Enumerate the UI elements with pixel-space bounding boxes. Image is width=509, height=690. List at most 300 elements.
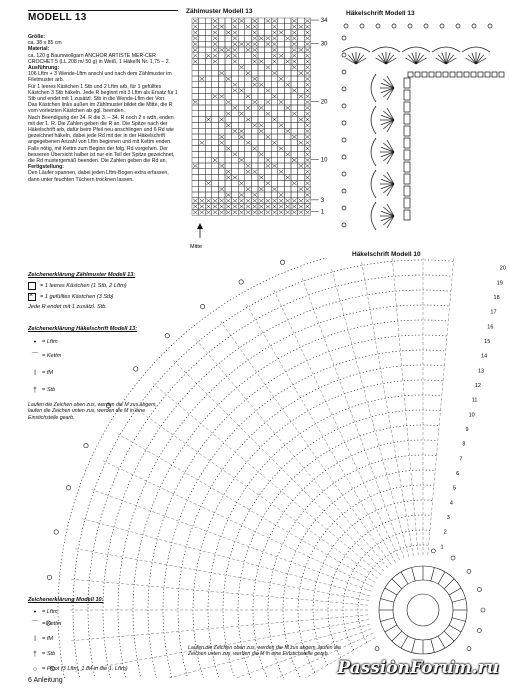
grid-cell bbox=[265, 93, 272, 99]
grid-cell bbox=[212, 105, 219, 111]
legend-hs-note: Laufen die Zeichen oben zus, werden die M zus abgem, laufen die Zeichen unten zus, werden die M in eine Einstichstelle gearb. bbox=[28, 402, 157, 421]
border-stitch bbox=[404, 138, 410, 148]
grid-cell bbox=[265, 140, 272, 146]
filled-mark bbox=[305, 129, 310, 133]
filled-mark bbox=[259, 83, 264, 87]
grid-cell bbox=[212, 111, 219, 117]
filled-mark bbox=[219, 187, 224, 191]
grid-cell bbox=[225, 82, 232, 88]
instruction-paragraph: ca. 120 g Baumwollgarn ANCHOR ARTISTE MER-CER CROCHET 5 (LL 208 m/ 50 g) in Weiß, 1 HäkelN Nr. 1,75 – 2. bbox=[28, 52, 171, 65]
grid-cell bbox=[278, 163, 285, 169]
filled-mark bbox=[305, 60, 310, 64]
picot bbox=[424, 24, 428, 28]
grid-cell bbox=[212, 128, 219, 134]
grid-cell bbox=[225, 64, 232, 70]
grid-cell bbox=[225, 88, 232, 94]
filled-mark bbox=[252, 48, 257, 52]
fan-stitch bbox=[383, 216, 394, 225]
picot bbox=[467, 569, 471, 573]
filled-mark bbox=[233, 31, 238, 35]
round-label: 4 bbox=[449, 500, 453, 507]
filled-mark bbox=[200, 210, 205, 214]
filled-mark bbox=[219, 141, 224, 145]
filled-mark bbox=[266, 112, 271, 116]
filled-mark bbox=[305, 71, 310, 75]
filled-mark bbox=[305, 210, 310, 214]
filled-mark bbox=[266, 210, 271, 214]
grid-cell bbox=[199, 59, 206, 65]
fan-stitch bbox=[446, 55, 454, 64]
grid-cell bbox=[205, 128, 212, 134]
grid-cell bbox=[278, 186, 285, 192]
grid-cell bbox=[251, 151, 258, 157]
instruction-paragraph: Größe: bbox=[28, 34, 46, 40]
fan-stitch bbox=[383, 184, 394, 193]
radial-stitch bbox=[195, 338, 388, 568]
grid-cell bbox=[278, 111, 285, 117]
grid-cell bbox=[278, 128, 285, 134]
filled-mark bbox=[285, 205, 290, 209]
grid-cell bbox=[199, 151, 206, 157]
round-arc bbox=[103, 290, 451, 678]
grid-cell bbox=[258, 111, 265, 117]
grid-cell bbox=[265, 122, 272, 128]
radial-stitch bbox=[116, 433, 376, 583]
filled-mark bbox=[206, 118, 211, 122]
filled-mark bbox=[252, 25, 257, 29]
filled-mark bbox=[233, 54, 238, 58]
grid-cell bbox=[192, 175, 199, 181]
grid-cell bbox=[271, 151, 278, 157]
grid-cell bbox=[278, 93, 285, 99]
grid-cell bbox=[251, 105, 258, 111]
filled-mark bbox=[219, 135, 224, 139]
picot bbox=[50, 666, 54, 670]
grid-cell bbox=[284, 111, 291, 117]
grid-cell bbox=[291, 169, 298, 175]
grid-cell bbox=[192, 146, 199, 152]
filled-mark bbox=[305, 100, 310, 104]
grid-cell bbox=[298, 151, 305, 157]
filled-mark bbox=[246, 187, 251, 191]
grid-cell bbox=[278, 105, 285, 111]
instruction-paragraph: Fertigstellung: bbox=[28, 164, 65, 171]
grid-cell bbox=[278, 41, 285, 47]
grid-cell bbox=[245, 134, 252, 140]
filled-mark bbox=[272, 187, 277, 191]
filled-mark bbox=[305, 25, 310, 29]
grid-cell bbox=[298, 76, 305, 82]
filled-mark bbox=[226, 147, 231, 151]
grid-cell bbox=[284, 180, 291, 186]
grid-cell bbox=[238, 30, 245, 36]
filled-mark bbox=[305, 141, 310, 145]
grid-cell bbox=[199, 163, 206, 169]
grid-cell bbox=[291, 70, 298, 76]
grid-cell bbox=[212, 70, 219, 76]
grid-cell bbox=[284, 163, 291, 169]
round-label: 12 bbox=[474, 383, 481, 390]
grid-cell bbox=[199, 82, 206, 88]
grid-cell bbox=[225, 70, 232, 76]
grid-cell bbox=[232, 146, 239, 152]
filled-mark bbox=[272, 94, 277, 98]
grid-cell bbox=[212, 76, 219, 82]
grid-cell bbox=[238, 99, 245, 105]
filled-mark bbox=[292, 65, 297, 69]
radial-stitch bbox=[392, 258, 418, 555]
filled-mark bbox=[213, 42, 218, 46]
grid-cell bbox=[218, 122, 225, 128]
picot bbox=[342, 121, 346, 125]
grid-cell bbox=[298, 30, 305, 36]
grid-cell bbox=[225, 140, 232, 146]
grid-cell bbox=[218, 192, 225, 198]
fan-stitch bbox=[356, 55, 364, 64]
filled-mark bbox=[266, 42, 271, 46]
grid-cell bbox=[232, 111, 239, 117]
stitch bbox=[385, 625, 397, 632]
grid-cell bbox=[271, 64, 278, 70]
chain-arc bbox=[402, 47, 430, 52]
grid-cell bbox=[212, 88, 219, 94]
grid-cell bbox=[218, 128, 225, 134]
round-arc bbox=[163, 350, 446, 678]
grid-cell bbox=[218, 146, 225, 152]
filled-mark bbox=[259, 205, 264, 209]
instruction-paragraph: Nach Beendigung der 34. R die 3. – 34. R noch 2 x wdh, enden mit der 1. R. Die Zahlen geben die R an. Die Spitze nach der Häkelschrift arb, dafür beim Pfeil neu anschlingen und 6 Rd wie gezeichnet häkeln, dabei jede Rd mit der in der Häkelschrift angegebenen Anzahl von Lftm beginnen und mit Kettm enden. Falls nötig, mit Kettm zum Beginn der folg. Rd vorgehen. Der besseren Übersicht halber ist nur ein Teil der Spitze gezeichnet, die Rd mustergemäß beenden. Die Zahlen geben die Rd an. bbox=[28, 114, 175, 165]
filled-mark bbox=[292, 60, 297, 64]
border-stitch bbox=[404, 150, 410, 160]
filled-mark bbox=[233, 176, 238, 180]
legend10-kettm: ⌒ = Kettm bbox=[28, 621, 178, 628]
grid-cell bbox=[238, 59, 245, 65]
filled-mark bbox=[193, 19, 198, 23]
grid-cell bbox=[225, 180, 232, 186]
filled-mark bbox=[226, 123, 231, 127]
filled-mark bbox=[193, 205, 198, 209]
filled-mark bbox=[219, 25, 224, 29]
grid-cell bbox=[225, 163, 232, 169]
grid-cell bbox=[291, 128, 298, 134]
filled-mark bbox=[279, 77, 284, 81]
filled-mark bbox=[292, 199, 297, 203]
picot bbox=[342, 53, 346, 57]
grid-cell bbox=[212, 186, 219, 192]
filled-mark bbox=[193, 36, 198, 40]
picot bbox=[165, 334, 169, 338]
filled-mark bbox=[299, 141, 304, 145]
grid-cell bbox=[192, 169, 199, 175]
grid-cell bbox=[251, 175, 258, 181]
filled-mark bbox=[305, 135, 310, 139]
grid-cell bbox=[205, 64, 212, 70]
round-label: 3 bbox=[446, 515, 450, 522]
filled-mark bbox=[193, 48, 198, 52]
grid-cell bbox=[238, 105, 245, 111]
filled-mark bbox=[226, 199, 231, 203]
filled-mark bbox=[246, 164, 251, 168]
grid-cell bbox=[232, 64, 239, 70]
filled-mark bbox=[279, 199, 284, 203]
radial-stitch bbox=[361, 260, 413, 555]
grid-cell bbox=[258, 41, 265, 47]
filled-mark bbox=[266, 100, 271, 104]
grid-cell bbox=[265, 76, 272, 82]
grid-cell bbox=[245, 128, 252, 134]
filled-mark bbox=[266, 89, 271, 93]
grid-cell bbox=[199, 18, 206, 24]
radial-stitch bbox=[132, 406, 378, 578]
filled-mark bbox=[272, 60, 277, 64]
grid-cell bbox=[218, 82, 225, 88]
filled-mark bbox=[246, 25, 251, 29]
grid-cell bbox=[232, 134, 239, 140]
filled-mark bbox=[305, 42, 310, 46]
radial-stitch bbox=[331, 267, 409, 557]
filled-mark bbox=[200, 77, 205, 81]
model-13-title: MODELL 13 bbox=[28, 12, 87, 23]
filled-mark bbox=[246, 170, 251, 174]
instruction-paragraph: 106 Lftm + 3 Wende-Lftm anschl und nach dem Zählmuster im Filetmuster arb. bbox=[28, 71, 172, 84]
filled-mark bbox=[233, 152, 238, 156]
filled-mark bbox=[219, 71, 224, 75]
filled-mark bbox=[299, 71, 304, 75]
filled-mark bbox=[193, 100, 198, 104]
grid-cell bbox=[284, 47, 291, 53]
border-stitch bbox=[404, 174, 410, 184]
row-label: 34 bbox=[320, 18, 328, 25]
grid-cell bbox=[271, 99, 278, 105]
grid-cell bbox=[205, 99, 212, 105]
filled-mark bbox=[239, 89, 244, 93]
grid-cell bbox=[232, 180, 239, 186]
filled-mark bbox=[239, 129, 244, 133]
chain-arc bbox=[372, 47, 400, 52]
grid-cell bbox=[192, 105, 199, 111]
grid-cell bbox=[192, 64, 199, 70]
title-rule bbox=[28, 10, 178, 11]
grid-cell bbox=[205, 41, 212, 47]
stitch bbox=[444, 631, 454, 641]
legend-chart-note: Jede R endet mit 1 zusätzl. Stb. bbox=[28, 304, 107, 310]
border-stitch bbox=[404, 126, 410, 136]
grid-cell bbox=[251, 128, 258, 134]
grid-cell bbox=[225, 93, 232, 99]
grid-cell bbox=[225, 186, 232, 192]
grid-cell bbox=[212, 192, 219, 198]
grid-cell bbox=[291, 192, 298, 198]
filled-mark bbox=[305, 199, 310, 203]
filled-mark bbox=[272, 199, 277, 203]
stitch bbox=[412, 567, 416, 581]
picot bbox=[431, 549, 435, 553]
grid-cell bbox=[298, 122, 305, 128]
radial-stitch bbox=[69, 615, 368, 641]
round-arc bbox=[88, 275, 452, 678]
round-label: 6 bbox=[456, 471, 460, 478]
filled-mark bbox=[272, 141, 277, 145]
filled-mark bbox=[272, 42, 277, 46]
grid-cell bbox=[212, 117, 219, 123]
grid-cell bbox=[271, 111, 278, 117]
grid-cell bbox=[199, 35, 206, 41]
border-stitch bbox=[415, 72, 420, 77]
filled-mark bbox=[219, 94, 224, 98]
grid-cell bbox=[232, 169, 239, 175]
grid-cell bbox=[205, 169, 212, 175]
filled-mark bbox=[239, 205, 244, 209]
grid-cell bbox=[251, 93, 258, 99]
filled-mark bbox=[292, 25, 297, 29]
grid-cell bbox=[298, 128, 305, 134]
grid-cell bbox=[212, 99, 219, 105]
filled-mark bbox=[305, 187, 310, 191]
row-label: 3 bbox=[320, 197, 325, 204]
row-label: 10 bbox=[320, 157, 328, 164]
grid-cell bbox=[205, 163, 212, 169]
grid-cell bbox=[245, 111, 252, 117]
picot bbox=[342, 223, 346, 227]
stitch bbox=[380, 618, 394, 622]
grid-cell bbox=[199, 88, 206, 94]
filled-mark bbox=[299, 94, 304, 98]
grid-cell bbox=[258, 53, 265, 59]
picot bbox=[344, 24, 348, 28]
filled-mark bbox=[305, 158, 310, 162]
picot bbox=[477, 587, 481, 591]
grid-cell bbox=[258, 180, 265, 186]
filled-mark bbox=[239, 158, 244, 162]
grid-cell bbox=[245, 192, 252, 198]
filled-mark bbox=[219, 164, 224, 168]
filled-mark bbox=[219, 199, 224, 203]
filled-mark bbox=[239, 181, 244, 185]
grid-cell bbox=[199, 134, 206, 140]
filled-mark bbox=[233, 60, 238, 64]
filled-mark bbox=[213, 48, 218, 52]
grid-cell bbox=[245, 146, 252, 152]
fan-stitch bbox=[383, 120, 394, 129]
round-label: 15 bbox=[484, 339, 491, 346]
round-arc bbox=[343, 530, 430, 650]
center-ring bbox=[393, 580, 453, 640]
grid-cell bbox=[245, 99, 252, 105]
filled-mark bbox=[219, 210, 224, 214]
grid-cell bbox=[258, 64, 265, 70]
grid-cell bbox=[291, 99, 298, 105]
round-label: 17 bbox=[490, 309, 497, 316]
filled-mark bbox=[292, 31, 297, 35]
grid-cell bbox=[225, 24, 232, 30]
grid-cell bbox=[205, 192, 212, 198]
grid-cell bbox=[251, 64, 258, 70]
center-ring bbox=[407, 594, 439, 626]
grid-cell bbox=[271, 175, 278, 181]
filled-mark bbox=[233, 36, 238, 40]
grid-cell bbox=[258, 99, 265, 105]
filled-mark bbox=[259, 176, 264, 180]
grid-cell bbox=[238, 82, 245, 88]
grid-cell bbox=[265, 30, 272, 36]
grid-cell bbox=[225, 134, 232, 140]
grid-cell bbox=[218, 175, 225, 181]
haekelschrift-13-diagram bbox=[336, 18, 506, 243]
grid-cell bbox=[298, 134, 305, 140]
legend-fm: ǀ = fM bbox=[28, 370, 178, 377]
stitch bbox=[431, 567, 435, 581]
grid-cell bbox=[218, 64, 225, 70]
filled-mark bbox=[233, 106, 238, 110]
filled-mark bbox=[299, 48, 304, 52]
filled-mark bbox=[193, 60, 198, 64]
grid-cell bbox=[212, 82, 219, 88]
grid-cell bbox=[212, 151, 219, 157]
grid-cell bbox=[278, 47, 285, 53]
grid-cell bbox=[258, 30, 265, 36]
grid-cell bbox=[238, 24, 245, 30]
border-stitch bbox=[404, 210, 410, 220]
model-13-instructions bbox=[28, 34, 180, 183]
chain-arc bbox=[371, 170, 376, 198]
filled-mark bbox=[252, 83, 257, 87]
picot bbox=[467, 647, 471, 651]
filled-mark bbox=[292, 181, 297, 185]
double-crochet-icon: † bbox=[33, 651, 37, 658]
grid-cell bbox=[278, 140, 285, 146]
filled-mark bbox=[213, 25, 218, 29]
grid-cell bbox=[298, 180, 305, 186]
filled-mark bbox=[252, 77, 257, 81]
round-arc bbox=[238, 425, 439, 678]
mitte-label: Mitte bbox=[190, 244, 202, 250]
picot bbox=[342, 206, 346, 210]
grid-cell bbox=[218, 151, 225, 157]
grid-cell bbox=[199, 169, 206, 175]
round-arc bbox=[118, 305, 450, 678]
filled-mark bbox=[226, 77, 231, 81]
filled-mark bbox=[299, 25, 304, 29]
grid-cell bbox=[225, 41, 232, 47]
grid-cell bbox=[265, 192, 272, 198]
zaehlmuster-chart bbox=[186, 16, 336, 254]
radial-stitch bbox=[151, 382, 381, 575]
filled-mark bbox=[219, 48, 224, 52]
grid-cell bbox=[251, 140, 258, 146]
filled-mark bbox=[252, 210, 257, 214]
footer-label: Anleitung bbox=[33, 677, 63, 684]
filled-mark bbox=[213, 205, 218, 209]
instruction-paragraph: Ausführung: bbox=[28, 65, 60, 72]
filled-mark bbox=[246, 48, 251, 52]
grid-cell bbox=[298, 82, 305, 88]
radial-stitch bbox=[302, 276, 405, 558]
picot bbox=[392, 24, 396, 28]
filled-mark bbox=[305, 65, 310, 69]
grid-cell bbox=[192, 180, 199, 186]
grid-cell bbox=[225, 128, 232, 134]
grid-cell bbox=[232, 186, 239, 192]
fan-stitch bbox=[438, 55, 446, 64]
grid-cell bbox=[238, 122, 245, 128]
grid-cell bbox=[284, 99, 291, 105]
filled-mark bbox=[226, 48, 231, 52]
round-label: 13 bbox=[477, 368, 485, 375]
filled-mark bbox=[206, 181, 211, 185]
grid-cell bbox=[205, 134, 212, 140]
border-stitch bbox=[443, 72, 448, 77]
legend10-picot: ○ = Picot (3 Lftm, 1 fM in die 1. Lftm) bbox=[28, 666, 178, 673]
